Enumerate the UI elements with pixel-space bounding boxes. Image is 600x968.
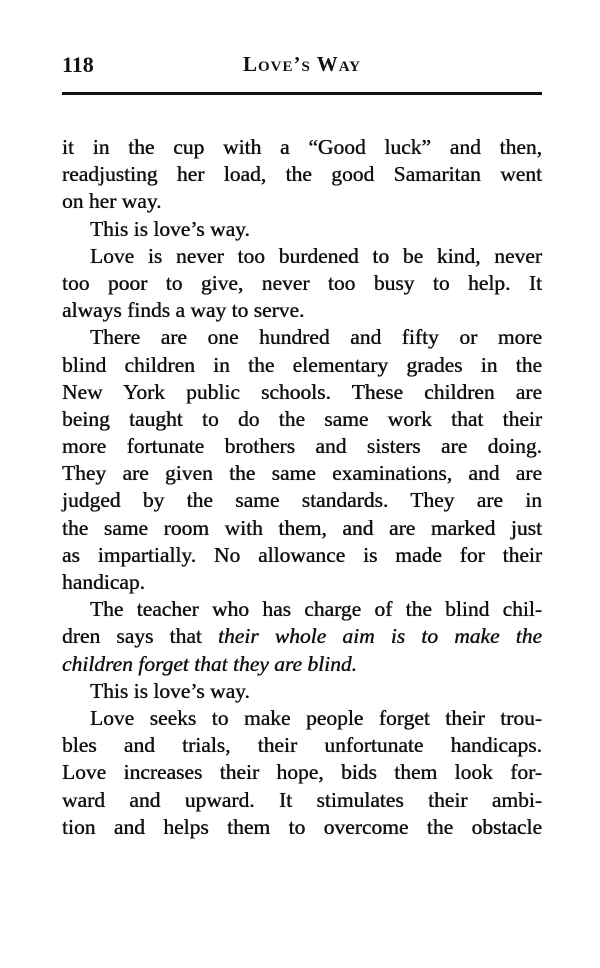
text-line	[62, 406, 542, 433]
emphasized-text: children forget that they are blind.	[62, 651, 357, 676]
running-header	[62, 52, 542, 82]
text-line	[62, 596, 542, 623]
text-line	[62, 270, 542, 297]
text-line	[62, 651, 542, 678]
line-text: as impartially. No allowance is made for their	[62, 542, 542, 567]
text-line	[62, 705, 542, 732]
page-number: 118	[62, 52, 94, 77]
line-text: readjusting her load, the good Samaritan went	[62, 162, 542, 187]
text-line	[62, 297, 542, 324]
line-text: on her way.	[62, 189, 162, 214]
text-line	[62, 542, 542, 569]
text-line	[62, 814, 542, 841]
line-text: more fortunate brothers and sisters are doing.	[62, 434, 542, 459]
line-text: being taught to do the same work that their	[62, 406, 542, 431]
text-line	[62, 787, 542, 814]
text-line	[62, 216, 542, 243]
text-line	[62, 243, 542, 270]
text-line	[62, 487, 542, 514]
text-line	[62, 515, 542, 542]
text-line	[62, 623, 542, 650]
text-line	[62, 569, 542, 596]
text-line	[62, 732, 542, 759]
line-text: judged by the same standards. They are in	[62, 488, 542, 513]
text-line	[62, 460, 542, 487]
line-text: This is love’s way.	[90, 678, 250, 703]
line-text: bles and trials, their unfortunate handicaps.	[62, 733, 542, 758]
line-text: This is love’s way.	[90, 216, 250, 241]
text-line	[62, 188, 542, 215]
line-text: the same room with them, and are marked just	[62, 515, 542, 540]
line-text: too poor to give, never too busy to help. It	[62, 270, 542, 295]
line-text: Love increases their hope, bids them look for-	[62, 760, 542, 785]
line-text: Love seeks to make people forget their trou-	[90, 705, 542, 730]
line-text: dren says that	[62, 624, 219, 649]
text-line	[62, 433, 542, 460]
text-line	[62, 324, 542, 351]
text-line	[62, 379, 542, 406]
text-line	[62, 352, 542, 379]
text-line	[62, 759, 542, 786]
header-rule	[62, 92, 542, 95]
body-text	[62, 134, 542, 841]
line-text: There are one hundred and fifty or more	[90, 325, 542, 350]
text-line	[62, 678, 542, 705]
line-text: it in the cup with a “Good luck” and then,	[62, 135, 542, 159]
line-text: They are given the same examinations, and are	[62, 461, 542, 486]
line-text: always finds a way to serve.	[62, 298, 305, 323]
text-line	[62, 134, 542, 161]
line-text: Love is never too burdened to be kind, never	[90, 243, 542, 268]
line-text: New York public schools. These children are	[62, 379, 542, 404]
text-line	[62, 161, 542, 188]
emphasized-text: their whole aim is to make the	[218, 624, 543, 649]
line-text: ward and upward. It stimulates their ambi-	[62, 787, 542, 812]
line-text: The teacher who has charge of the blind chil-	[90, 597, 542, 622]
line-text: blind children in the elementary grades in the	[62, 352, 542, 377]
line-text: tion and helps them to overcome the obstacle	[62, 814, 542, 839]
line-text: handicap.	[62, 570, 145, 594]
running-title: Love’s Way	[242, 52, 361, 76]
